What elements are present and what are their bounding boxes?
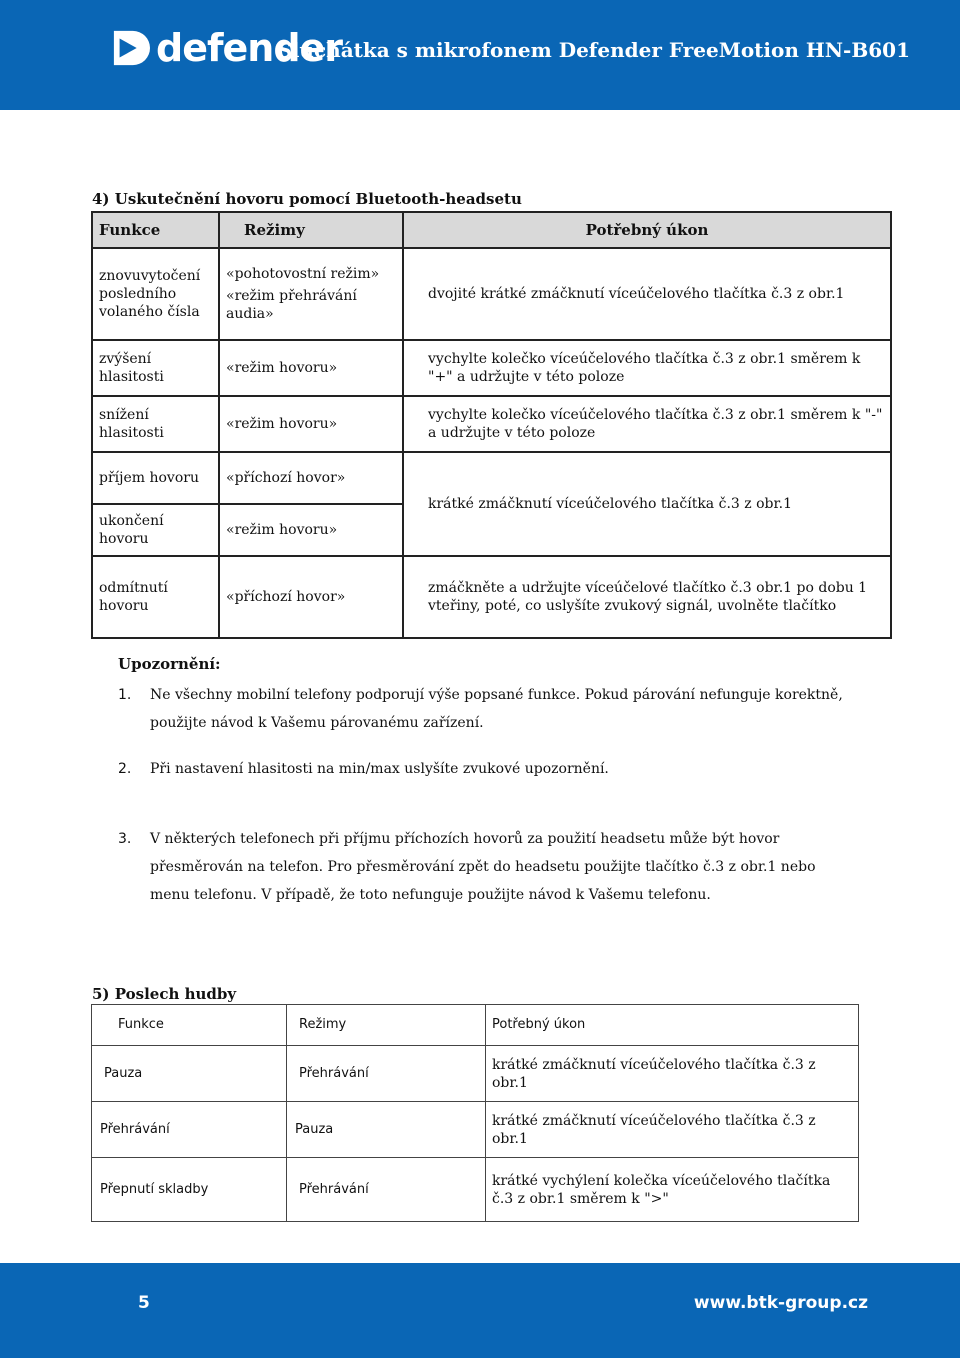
col-header-ukon: Potřebný úkon [486, 1005, 859, 1046]
cell-funkce: Pauza [92, 1046, 287, 1102]
cell-ukon: krátké zmáčknutí víceúčelového tlačítka č.3 z obr.1 [403, 452, 891, 556]
cell-ukon: krátké zmáčknutí víceúčelového tlačítka č.3 z obr.1 [486, 1046, 859, 1102]
cell-rezimy: «příchozí hovor» [219, 452, 403, 504]
note-item [118, 755, 858, 783]
page-number: 5 [138, 1293, 150, 1313]
cell-funkce: znovuvytočení posledního volaného čísla [92, 248, 219, 340]
mode-label: «režim přehrávání audia» [226, 288, 357, 322]
cell-funkce: ukončení hovoru [92, 504, 219, 556]
cell-rezimy: «příchozí hovor» [219, 556, 403, 638]
website-link[interactable]: www.btk-group.cz [693, 1293, 868, 1313]
cell-rezim: Přehrávání [287, 1158, 486, 1222]
cell-funkce: odmítnutí hovoru [92, 556, 219, 638]
defender-logo-icon [112, 29, 150, 67]
cell-rezimy: «režim hovoru» [219, 340, 403, 396]
cell-rezim: Pauza [287, 1102, 486, 1158]
col-header-funkce: Funkce [92, 1005, 287, 1046]
cell-funkce: snížení hlasitosti [92, 396, 219, 452]
note-number: 2. [118, 761, 132, 777]
table-row [92, 1158, 859, 1222]
mode-label: «pohotovostní režim» [226, 266, 380, 282]
table-row [92, 340, 891, 396]
notes-block [118, 655, 858, 909]
col-header-ukon: Potřebný úkon [403, 212, 891, 248]
music-table [91, 1004, 859, 1222]
cell-funkce: Přehrávání [92, 1102, 287, 1158]
note-item [118, 825, 858, 909]
footer-bar [0, 1263, 960, 1358]
cell-rezimy [219, 248, 403, 340]
notes-title: Upozornění: [118, 655, 221, 673]
note-text: V některých telefonech při příjmu příchozích hovorů za použití headsetu může být hovor přesměrován na telefon. Pro přesměrování zpět do headsetu použijte tlačítko č.3 z obr.1 nebo menu telefonu. V případě, že toto nefunguje použijte návod k Vašemu telefonu. [150, 831, 816, 903]
calls-table [91, 211, 892, 639]
cell-funkce: zvýšení hlasitosti [92, 340, 219, 396]
cell-rezimy: «režim hovoru» [219, 396, 403, 452]
cell-ukon: krátké vychýlení kolečka víceúčelového tlačítka č.3 z obr.1 směrem k ">" [486, 1158, 859, 1222]
cell-rezimy: «režim hovoru» [219, 504, 403, 556]
table-row [92, 556, 891, 638]
header-bar [0, 0, 960, 110]
section5-title: 5) Poslech hudby [92, 985, 237, 1003]
cell-ukon: krátké zmáčknutí víceúčelového tlačítka č.3 z obr.1 [486, 1102, 859, 1158]
cell-funkce: příjem hovoru [92, 452, 219, 504]
document-title: Sluchátka s mikrofonem Defender FreeMotion HN-B601 [277, 38, 910, 62]
cell-ukon: vychylte kolečko víceúčelového tlačítka č.3 z obr.1 směrem k "+" a udržujte v této poloze [403, 340, 891, 396]
cell-funkce: Přepnutí skladby [92, 1158, 287, 1222]
cell-ukon: vychylte kolečko víceúčelového tlačítka č.3 z obr.1 směrem k "-" a udržujte v této poloze [403, 396, 891, 452]
logo-text: defender [156, 26, 343, 70]
cell-ukon: zmáčkněte a udržujte víceúčelové tlačítko č.3 obr.1 po dobu 1 vteřiny, poté, co uslyšíte zvukový signál, uvolněte tlačítko [403, 556, 891, 638]
table-row [92, 1046, 859, 1102]
note-item [118, 681, 858, 737]
note-number: 3. [118, 831, 132, 847]
col-header-rezimy: Režimy [219, 212, 403, 248]
cell-ukon: dvojité krátké zmáčknutí víceúčelového tlačítka č.3 z obr.1 [403, 248, 891, 340]
note-number: 1. [118, 687, 132, 703]
table-row [92, 248, 891, 340]
table-row [92, 452, 891, 504]
col-header-rezimy: Režimy [287, 1005, 486, 1046]
note-text: Ne všechny mobilní telefony podporují výše popsané funkce. Pokud párování nefunguje korektně, použijte návod k Vašemu párovanému zařízení. [150, 687, 843, 731]
note-text: Při nastavení hlasitosti na min/max uslyšíte zvukové upozornění. [150, 761, 609, 777]
col-header-funkce: Funkce [92, 212, 219, 248]
section4-title: 4) Uskutečnění hovoru pomocí Bluetooth-headsetu [92, 190, 522, 208]
table-row [92, 396, 891, 452]
table-row [92, 1102, 859, 1158]
cell-rezim: Přehrávání [287, 1046, 486, 1102]
